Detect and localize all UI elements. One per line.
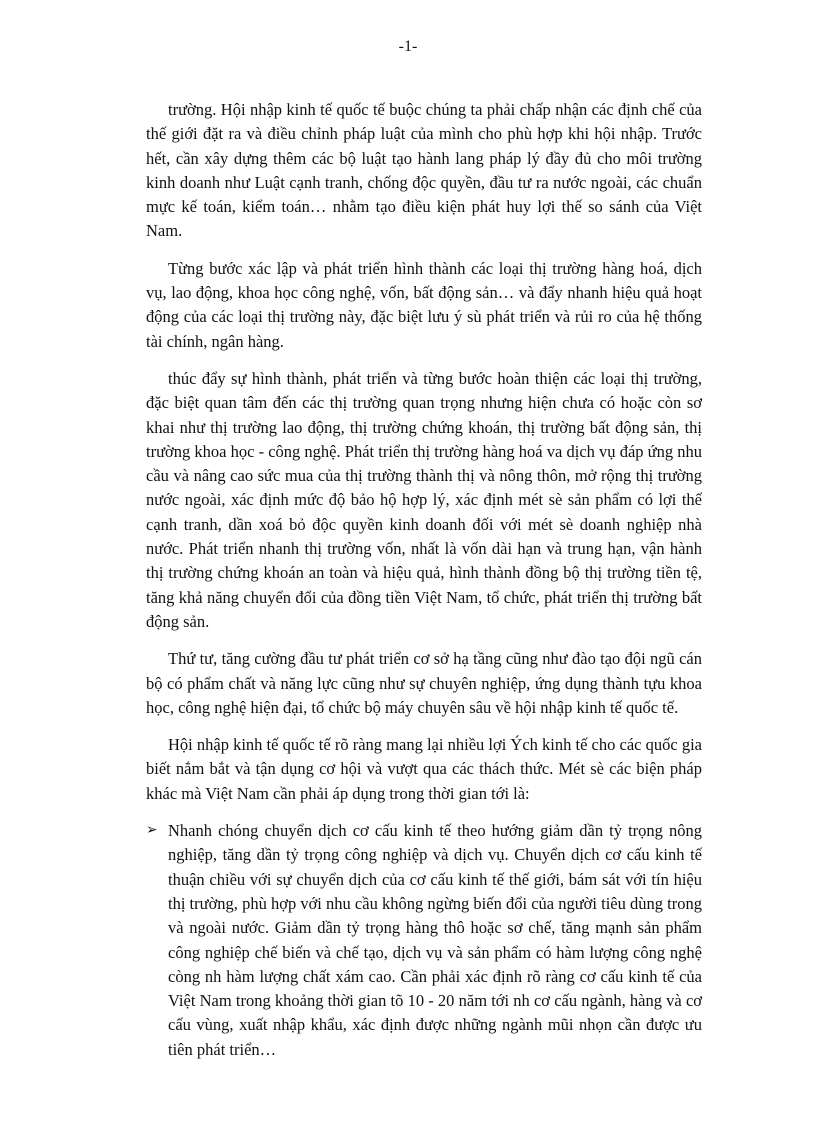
paragraph-4: Thứ tư, tăng cường đầu tư phát triển cơ sở hạ tầng cũng như đào tạo đội ngũ cán bộ có phẩm chất và năng lực cũng như sự chuyên nghiệp, ứng dụng thành tựu khoa học, công nghệ hiện đại, tổ chức bộ máy chuyên sâu về hội nhập kinh tế quốc tế. xyxy=(146,649,702,717)
paragraph-1: trường. Hội nhập kinh tế quốc tế buộc chúng ta phải chấp nhận các định chế của thế giới đặt ra và điều chỉnh pháp luật của mình cho phù hợp khi hội nhập. Trước hết, cần xây dựng thêm các bộ luật tạo hành lang pháp lý đầy đủ cho môi trường kinh doanh như Luật cạnh tranh, chống độc quyền, đầu tư ra nước ngoài, các chuẩn mực kế toán, kiểm toán… nhằm tạo điều kiện phát huy lợi thế so sánh của Việt Nam. xyxy=(146,100,702,241)
paragraph-2: Từng bước xác lập và phát triển hình thành các loại thị trường hàng hoá, dịch vụ, lao động, khoa học công nghệ, vốn, bất động sản… và đẩy nhanh hiệu quả hoạt động của các loại thị trường này, đặc biệt lưu ý sù phát triển và rủi ro của hệ thống tài chính, ngân hàng. xyxy=(146,258,702,351)
arrowhead-bullet-icon: ➢ xyxy=(146,823,158,839)
document-body xyxy=(146,98,702,1062)
bullet-text: Nhanh chóng chuyển dịch cơ cấu kinh tế theo hướng giảm dần tỷ trọng nông nghiệp, tăng dần tỷ trọng công nghiệp và dịch vụ. Chuyển dịch cơ cấu kinh tế thuận chiều với sự chuyển dịch của cơ cấu kinh tế thế giới, bám sát với tín hiệu thị trường, phù hợp với nhu cầu không ngừng biến đổi của người tiêu dùng trong và ngoài nước. Giảm dần tỷ trọng hàng thô hoặc sơ chế, tăng mạnh sản phẩm công nghiệp chế biến và chế tạo, dịch vụ và sản phẩm có hàm lượng công nghệ còng nh hàm lượng chất xám cao. Cần phải xác định rõ ràng cơ cấu kinh tế của Việt Nam trong khoảng thời gian tõ 10 - 20 năm tới nh cơ cấu ngành, hàng và cơ cấu vùng, xuất nhập khẩu, xác định được những ngành mũi nhọn cần được ưu tiên phát triển… xyxy=(168,821,702,1059)
paragraph-3: thúc đẩy sự hình thành, phát triển và từng bước hoàn thiện các loại thị trường, đặc biệt quan tâm đến các thị trường quan trọng nhưng hiện chưa có hoặc còn sơ khai như thị trường lao động, thị trường chứng khoán, thị trường bất động sản, thị trường khoa học - công nghệ. Phát triển thị trường hàng hoá va dịch vụ đáp ứng nhu cầu và nâng cao sức mua của thị trường thành thị và nông thôn, mở rộng thị trường nước ngoài, xác định mức độ bảo hộ hợp lý, xác định mét sè sản phẩm có lợi thế cạnh tranh, dần xoá bỏ độc quyền kinh doanh đối với mét sè doanh nghiệp nhà nước. Phát triển nhanh thị trường vốn, nhất là vốn dài hạn và trung hạn, vận hành thị trường chứng khoán an toàn và hiệu quả, hình thành đồng bộ thị trường tiền tệ, tăng khả năng chuyển đổi của đồng tiền Việt Nam, tổ chức, phát triển thị trường bất động sản. xyxy=(146,368,702,631)
page-number: -1- xyxy=(398,38,418,55)
paragraph-5: Hội nhập kinh tế quốc tế rõ ràng mang lại nhiều lợi Ých kinh tế cho các quốc gia biết nắm bắt và tận dụng cơ hội và vượt qua các thách thức. Mét sè các biện pháp khác mà Việt Nam cần phải áp dụng trong thời gian tới là: xyxy=(146,735,702,803)
bullet-item xyxy=(146,819,702,1062)
